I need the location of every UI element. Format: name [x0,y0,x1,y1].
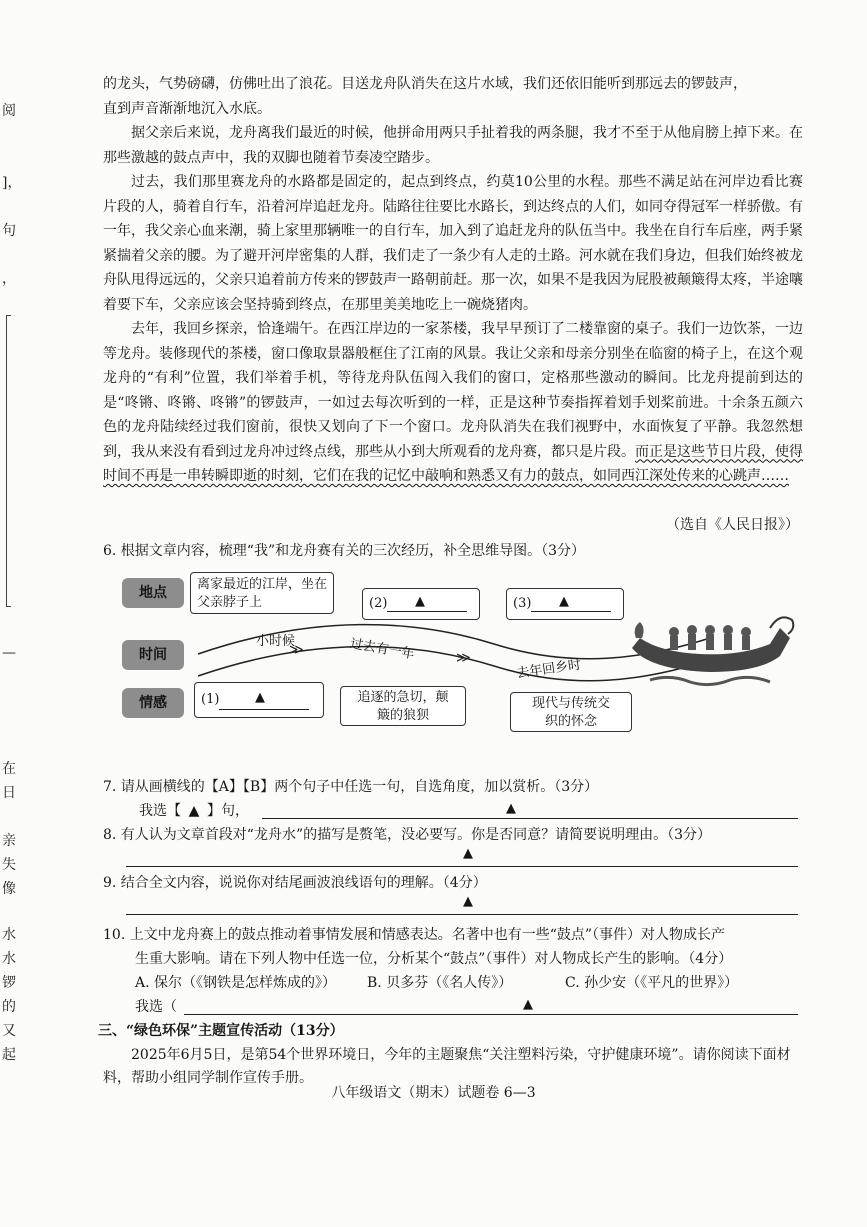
time-past-year: 过去有一年 [348,636,416,663]
option-a[interactable]: A. 保尔（《钢铁是怎样炼成的》） [135,975,337,991]
margin-fragment: 句 [2,223,16,239]
mindmap-label-emotion: 情感 [122,688,184,718]
passage-text: 去年，我回乡探亲，恰逢端午。在西江岸边的一家茶楼，我早早预订了二楼靠窗的桌子。我们一边饮茶，一边等龙舟。装修现代的茶楼，窗口像取景器般框住了江南的风景。我让父亲和母亲分别坐在临窗的椅子上，在这个观龙舟的“有利”位置，我们举着手机，等待龙舟队伍闯入我们的窗口，定格那些激动的瞬间。比龙舟提前到达的是“咚锵、咚锵、咚锵”的锣鼓声，一如过去每次听到的一样，正是这种节奏指挥着划手划桨前进。十余条五颜六色的龙舟陆续经过我们窗前，很快又划向了下一个窗口。龙舟队消失在我们视野中，水面恢复了平静。我忽然想到，我从来没有看到过龙舟冲过终点线，那些从小到大所观看的龙舟赛，都只是片段。 [103,321,803,460]
triangle-marker: ▲ [415,594,425,609]
question-10-line-2: 生重大影响。请在下列人物中任选一位，分析某个“鼓点”（事件）对人物成长产生的影响。（4分） [135,951,733,967]
choice-suffix: 】句， [207,803,249,819]
question-9: 9. 结合全文内容，说说你对结尾画波浪线语句的理解。（4分） [103,875,487,891]
margin-fragment: 亲 [2,833,16,849]
answer-line-q10[interactable] [184,1014,798,1015]
margin-fragment: 又 [2,1023,16,1039]
place-box-3[interactable] [506,588,624,620]
triangle-marker: ▲ [559,594,569,609]
blank-number: (1) [201,692,220,707]
option-c[interactable]: C. 孙少安（《平凡的世界》） [565,975,739,991]
emotion-box-1[interactable] [194,682,324,718]
section-3-heading: 三、“绿色环保”主题宣传活动（13分） [98,1023,344,1039]
margin-fragment: 阅 [2,103,16,119]
svg-text:≫: ≫ [289,642,304,658]
margin-fragment: 像 [2,881,16,897]
passage-line: 的龙头，气势磅礴，仿佛吐出了浪花。目送龙舟队消失在这片水域，我们还依旧能听到那远去的锣鼓声， [103,76,747,92]
option-b[interactable]: B. 贝多芬（《名人传》） [367,975,513,991]
margin-fragment: 起 [2,1047,16,1063]
margin-fragment: 在 [2,761,16,777]
question-6: 6. 根据文章内容，梳理“我”和龙舟赛有关的三次经历，补全思维导图。（3分） [103,543,586,559]
reading-passage [103,72,803,489]
emotion-box-3: 现代与传统交织的怀念 [510,692,632,732]
margin-fragment: ]， [2,175,22,191]
answer-line-q7[interactable] [262,818,798,819]
margin-fragment: 水 [2,927,16,943]
triangle-marker: ▲ [463,894,473,909]
margin-fragment: 日 [2,785,16,801]
triangle-marker: ▲ [506,801,516,816]
answer-line-q9[interactable] [126,914,798,915]
dragon-boat-illustration [630,598,798,694]
passage-paragraph [103,317,803,489]
passage-paragraph: 过去，我们那里赛龙舟的水路都是固定的，起点到终点，约莫10公里的水程。那些不满足站在河岸边看比赛片段的人，骑着自行车，沿着河岸追赶龙舟。陆路往往要比水路长，到达终点的人们，如同夺得冠军一样骄傲。有一年，我父亲心血来潮，骑上家里那辆唯一的自行车，加入到了追赶龙舟的队伍当中。我坐在自行车后座，两手紧紧揣着父亲的腰。为了避开河岸密集的人群，我们走了一条少有人走的土路。河水就在我们身边，但我们始终被龙舟队甩得远远的，父亲只追着前方传来的锣鼓声一路朝前赶。那一次，如果不是我因为屁股被颠簸得太疼，半途嚷着要下车，父亲应该会坚持骑到终点，在那里美美地吃上一碗烧猪肉。 [103,174,803,313]
time-childhood: 小时候 [256,634,296,649]
source-citation: （选自《人民日报》） [666,517,799,533]
question-10-options [135,972,803,994]
question-10-line-1: 10. 上文中龙舟赛上的鼓点推动着事情发展和情感表达。名著中也有一些“鼓点”（事件）对人物成长产 [103,927,726,943]
wavy-underlined-sentence: 而正是这些节日片段，使得时间不再是一串转瞬即逝的时刻，它们在我的记忆中敲响和熟悉又有力的鼓点，如同西江深处传来的心跳声…… [103,443,803,484]
place-box-2[interactable] [362,588,480,620]
mind-map [118,570,808,730]
time-last-year: 去年回乡时 [515,657,583,682]
svg-text:≫: ≫ [456,650,471,666]
passage-line: 直到声音渐渐地沉入水底。 [103,100,271,117]
margin-fragment: 失 [2,857,16,873]
blank-number: (2) [369,596,388,611]
blank-number: (3) [513,596,532,611]
passage-paragraph: 据父亲后来说，龙舟离我们最近的时候，他拼命用两只手扯着我的两条腿，我才不至于从他肩膀上掉下来。在那些激越的鼓点声中，我的双脚也随着节奏凌空踏步。 [103,125,803,166]
emotion-box-2: 追逐的急切，颠簸的狼狈 [340,686,466,726]
question-7: 7. 请从画横线的【A】【B】两个句子中任选一句，自选角度，加以赏析。（3分） [103,779,599,795]
margin-fragment: ， [2,271,16,287]
margin-fragment: 锣 [2,975,16,991]
mindmap-label-place: 地点 [122,578,184,608]
place-box-1: 离家最近的江岸，坐在父亲脖子上 [190,572,334,614]
margin-fragment: — [2,645,16,661]
question-8: 8. 有人认为文章首段对“龙舟水”的描写是赘笔，没必要写。你是否同意？请简要说明理由。（3分） [103,827,712,843]
section-3-intro: 2025年6月5日，是第54个世界环境日，今年的主题聚焦“关注塑料污染，守护健康环境”。请你阅读下面材料，帮助小组同学制作宣传手册。 [103,1047,791,1086]
choice-prefix: 我选【 [139,803,181,819]
margin-fragment: 水 [2,951,16,967]
page-footer: 八年级语文（期末）试题卷 6—3 [331,1085,536,1101]
margin-bracket [6,315,11,607]
triangle-marker: ▲ [255,690,265,705]
triangle-marker: ▲ [523,997,533,1012]
mindmap-label-time: 时间 [122,640,184,670]
triangle-marker: ▲ [463,846,473,861]
answer-line-q8[interactable] [126,866,798,867]
margin-fragment: 的 [2,999,16,1015]
question-10-choice: 我选（ [135,999,177,1015]
triangle-marker: ▲ [188,803,200,819]
